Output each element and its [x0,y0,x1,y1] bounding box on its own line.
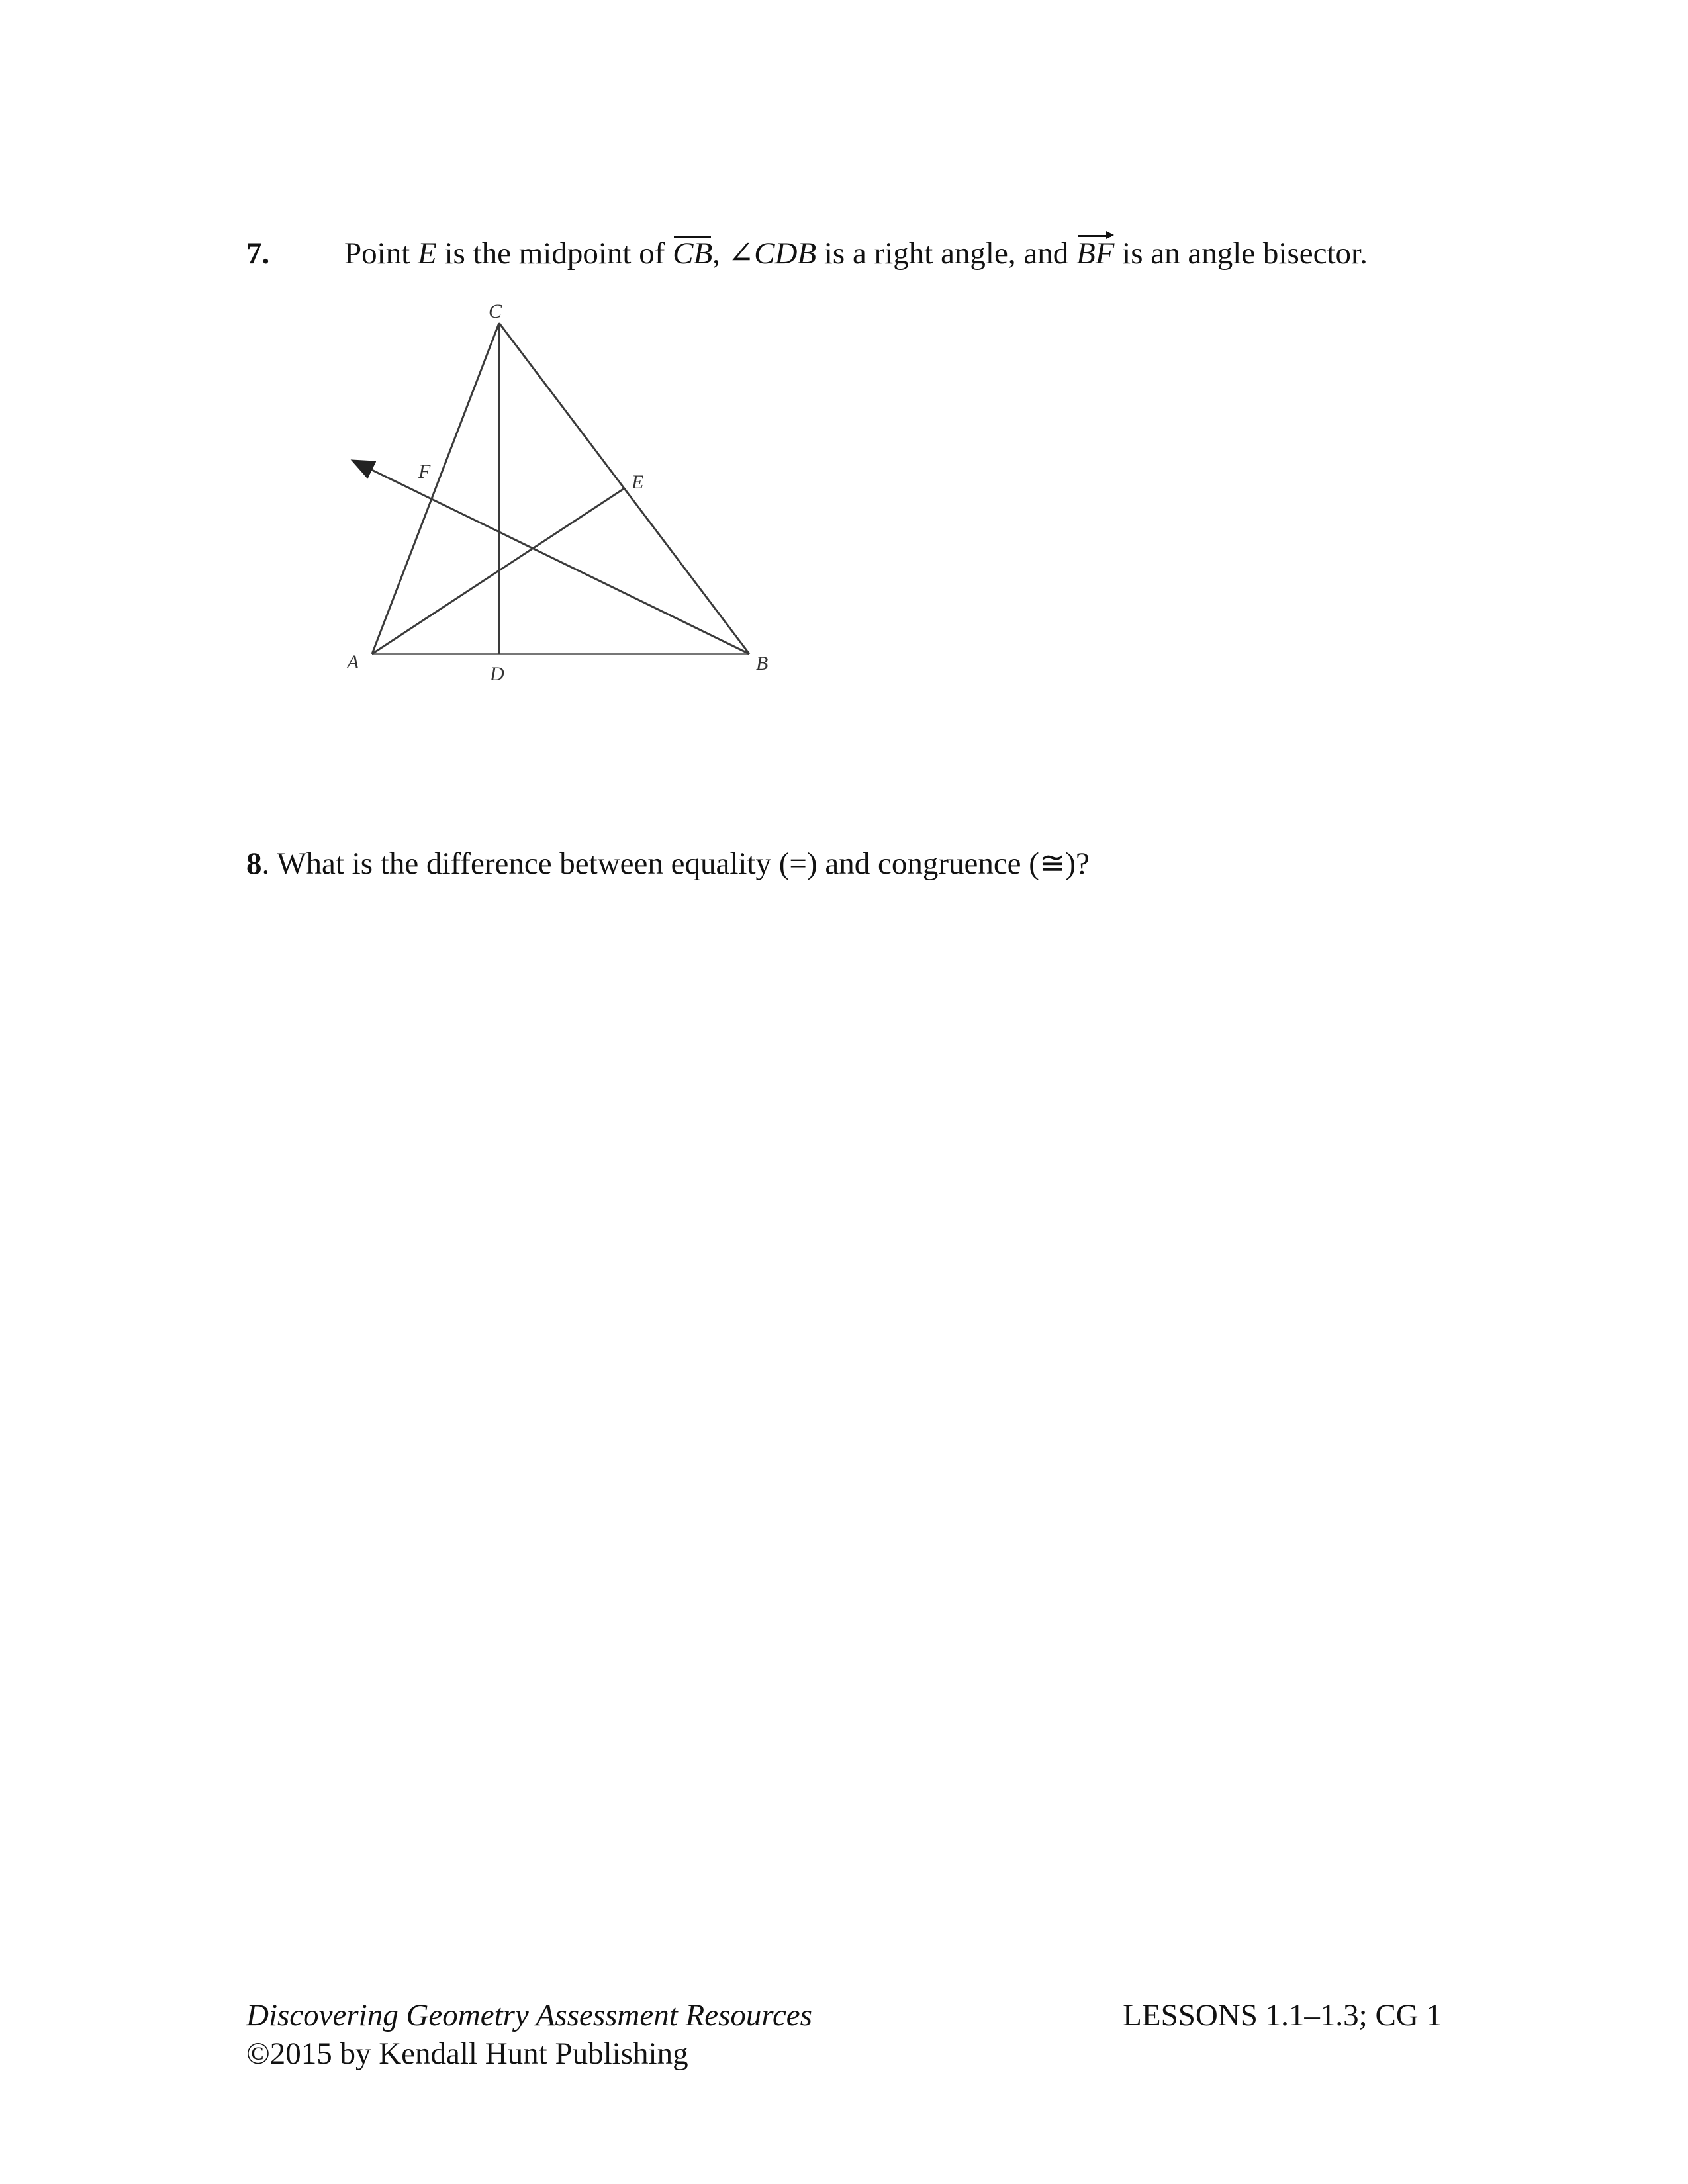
ray-bf [354,461,749,654]
label-b: B [756,653,769,674]
q7-ray-bf: BF [1076,236,1115,271]
question-7-number: 7. [246,236,270,271]
label-e: E [632,471,644,493]
question-8 [246,848,1090,880]
footer-left [246,1996,812,2073]
footer-lessons: LESSONS 1.1–1.3; CG 1 [1123,1998,1442,2032]
question-8-text: . What is the difference between equality (=) and congruence (≅)? [261,846,1090,881]
footer-copyright: ©2015 by Kendall Hunt Publishing [246,2036,688,2071]
label-c: C [489,300,502,322]
q7-angle-cdb: CDB [754,236,817,271]
question-8-number: 8 [246,846,262,881]
triangle-figure [0,0,1688,728]
footer-title: Discovering Geometry Assessment Resources [246,1998,812,2032]
side-ac [372,323,499,654]
label-a: A [347,651,359,673]
q7-text-part-5: is an angle bisector. [1114,236,1368,271]
q7-text-part-1: Point [344,236,418,271]
q7-point-e: E [418,236,437,271]
q7-text-part-4: is a right angle, and [816,236,1076,271]
q7-text-part-3: , ∠ [712,236,755,271]
q7-segment-cb: CB [673,236,713,271]
label-f: F [418,461,431,482]
q7-text-part-2: is the midpoint of [436,236,673,271]
label-d: D [490,663,504,685]
